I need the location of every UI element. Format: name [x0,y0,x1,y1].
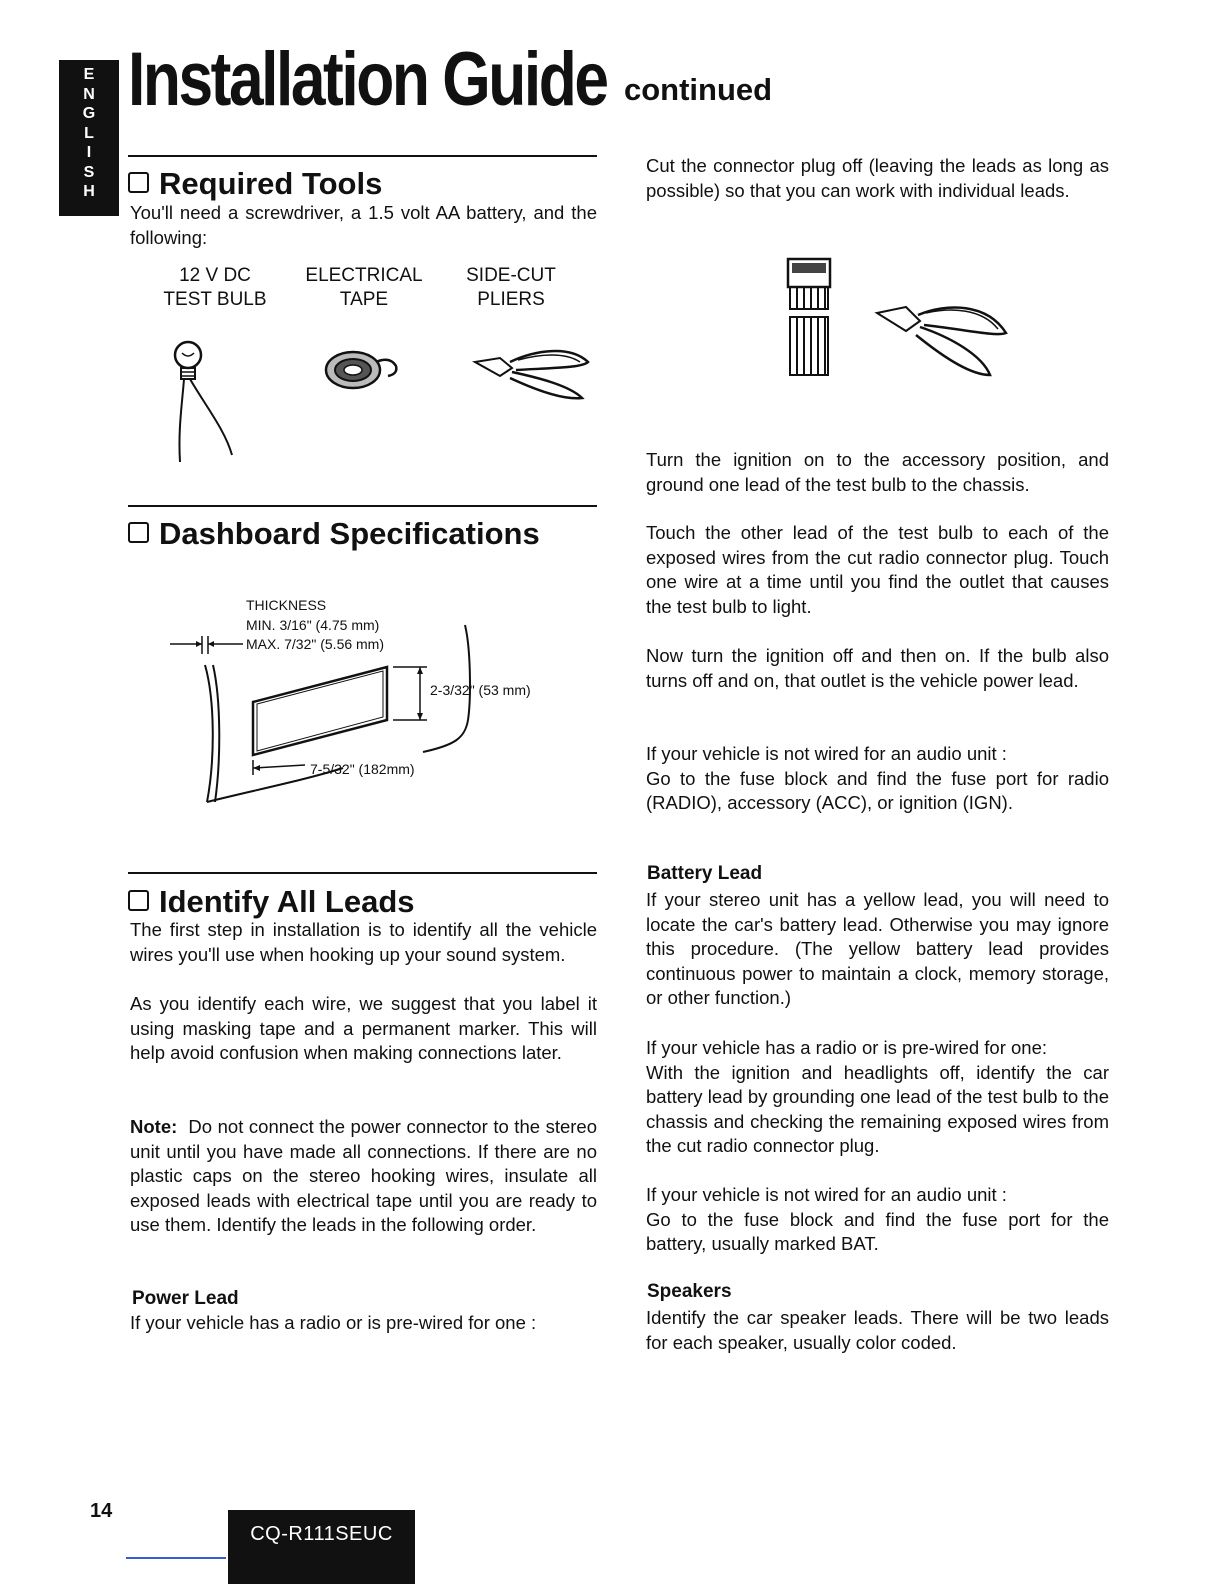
opening-height: 2-3/32" (53 mm) [430,682,531,698]
tool-label-test-bulb: 12 V DC TEST BULB [163,265,267,310]
language-letter: H [83,183,95,200]
identify-leads-paragraph-2: As you identify each wire, we suggest that you label it using masking tape and a permanent marker. This will help avoid confusion when making connections later. [130,993,597,1063]
checkbox-icon [128,890,149,911]
test-bulb-icon [160,335,250,470]
connector-plug-icon [780,255,840,380]
touch-lead-paragraph: Touch the other lead of the test bulb to each of the exposed wires from the cut radio connector plug. Touch one wire at a time until you find the outlet that causes the test bulb to light. [646,522,1109,617]
identify-leads-paragraph-1: The first step in installation is to identify all the vehicle wires you'll use when hooking up your sound system. [130,919,597,965]
language-letter: I [86,144,92,161]
tool-label-electrical-tape: ELECTRICAL TAPE [305,265,423,310]
page-title-suffix: continued [624,72,773,107]
cut-connector-paragraph: Cut the connector plug off (leaving the leads as long as possible) so that you can work with individual leads. [646,155,1109,201]
dashboard-specifications-heading: Dashboard Specifications [128,516,540,552]
ignition-off-on-paragraph: Now turn the ignition off and then on. If the bulb also turns off and on, that outlet is the vehicle power lead. [646,645,1109,691]
battery-lead-paragraph: If your stereo unit has a yellow lead, you will need to locate the car's battery lead. Otherwise you may ignore this procedure. (The yellow battery lead provides continuous power to maintain a clock, memory storage, or other function.) [646,889,1109,1008]
not-wired-paragraph-1: If your vehicle is not wired for an audio unit : Go to the fuse block and find the fuse port for radio (RADIO), accessory (ACC), or ignition (IGN). [646,743,1109,813]
thickness-label: THICKNESS [246,597,327,613]
language-letter: L [84,124,94,142]
page-number: 14 [90,1500,113,1522]
language-letter: S [83,163,95,181]
thickness-min: MIN. 3/16" (4.75 mm) [246,617,380,633]
checkbox-icon [128,522,149,543]
electrical-tape-icon [318,340,408,395]
side-cut-pliers-icon [872,295,1012,380]
note-paragraph [130,1115,597,1238]
power-lead-heading: Power Lead [132,1288,239,1309]
speakers-heading: Speakers [647,1281,732,1302]
prewired-paragraph: If your vehicle has a radio or is pre-wired for one: With the ignition and headlights off, identify the car battery lead by grounding one lead of the test bulb to the chassis and checking the remaining exposed wires from the cut radio connector plug. [646,1037,1109,1156]
language-letter: G [82,105,96,122]
checkbox-icon [128,172,149,193]
section-divider [128,872,597,874]
required-tools-intro: You'll need a screwdriver, a 1.5 volt AA battery, and the following: [130,202,597,248]
identify-all-leads-heading: Identify All Leads [128,884,415,920]
section-divider [128,155,597,157]
required-tools-heading: Required Tools [128,166,382,202]
model-badge: CQ-R111SEUC [228,1510,415,1584]
page-title: Installation Guide [128,37,607,122]
language-tab [59,60,119,216]
tool-label-side-cut-pliers: SIDE-CUT PLIERS [466,265,556,310]
section-divider [128,505,597,507]
language-letter: N [83,85,95,103]
thickness-max: MAX. 7/32" (5.56 mm) [246,636,385,652]
note-label: Note: [130,1116,178,1137]
note-text: Do not connect the power connector to the stereo unit until you have made all connections. If there are no plastic caps on the stereo hooking wires, insulate all exposed leads with electrical tape until you are ready to use them. Identify the leads in the following order. [130,1116,598,1235]
language-letter: E [83,66,95,83]
ignition-on-paragraph: Turn the ignition on to the accessory position, and ground one lead of the test bulb to the chassis. [646,449,1109,495]
side-cut-pliers-icon [470,340,595,405]
opening-width: 7-5/32" (182mm) [310,761,415,777]
battery-lead-heading: Battery Lead [647,863,763,884]
dashboard-diagram [165,620,485,820]
speakers-paragraph: Identify the car speaker leads. There will be two leads for each speaker, usually color coded. [646,1307,1109,1353]
not-wired-paragraph-2: If your vehicle is not wired for an audio unit : Go to the fuse block and find the fuse port for the battery, usually marked BAT. [646,1184,1109,1254]
power-lead-text: If your vehicle has a radio or is pre-wired for one : [130,1312,537,1333]
footer-line [126,1557,226,1559]
